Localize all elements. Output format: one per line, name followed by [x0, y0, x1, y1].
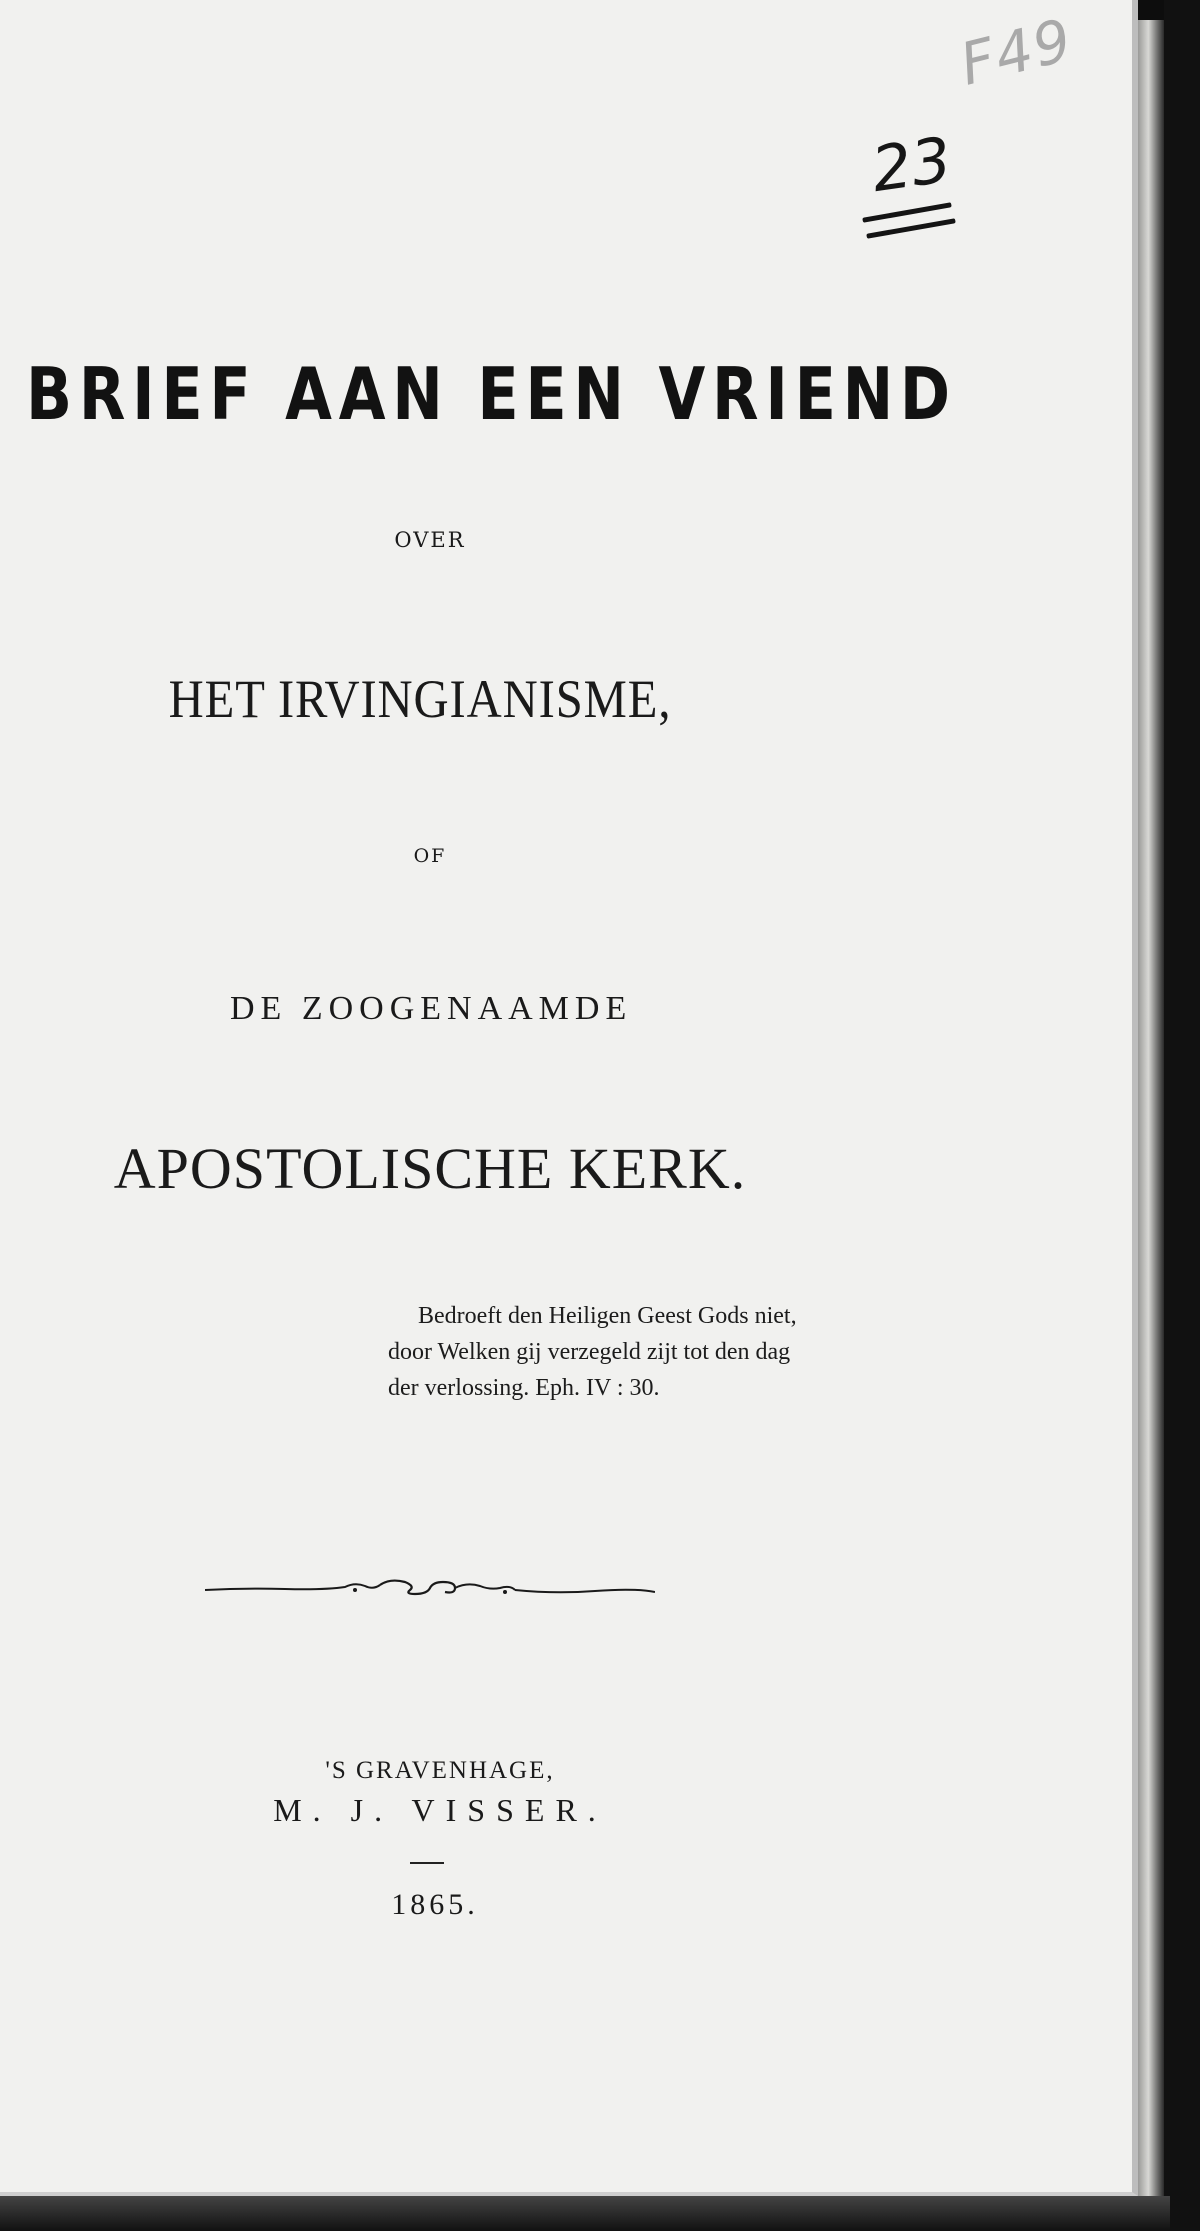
epigraph-line-3: der verlossing. Eph. IV : 30. [388, 1375, 660, 1401]
church-title: APOSTOLISCHE KERK. [113, 1136, 747, 1201]
imprint-rule [410, 1862, 444, 1864]
decorative-ornament-rule [205, 1570, 655, 1610]
bleed-through-text [70, 1050, 75, 1073]
epigraph [388, 1298, 888, 1406]
imprint-publisher: M. J. VISSER. [273, 1792, 607, 1828]
page-edge [1138, 20, 1164, 2200]
epigraph-line-1: Bedroeft den Heiligen Geest Gods niet, [418, 1303, 797, 1329]
ink-underline [862, 202, 952, 223]
qualifier-line: DE ZOOGENAAMDE [230, 990, 633, 1027]
imprint-year: 1865. [391, 1888, 479, 1921]
ink-catalogue-number: 23 [867, 122, 956, 207]
epigraph-line-2: door Welken gij verzegeld zijt tot den dag [388, 1339, 791, 1365]
imprint-place: 'S GRAVENHAGE, [325, 1757, 555, 1784]
connector-of: OF [413, 845, 447, 867]
binding-shadow [1164, 0, 1200, 2231]
ink-underline-second [866, 218, 956, 239]
subject-title: HET IRVINGIANISME, [168, 669, 672, 729]
pencil-shelfmark-note: F49 [953, 5, 1080, 99]
connector-over: OVER [394, 528, 466, 552]
main-title: BRIEF AAN EEN VRIEND [26, 352, 957, 436]
bottom-shadow [0, 2196, 1170, 2231]
